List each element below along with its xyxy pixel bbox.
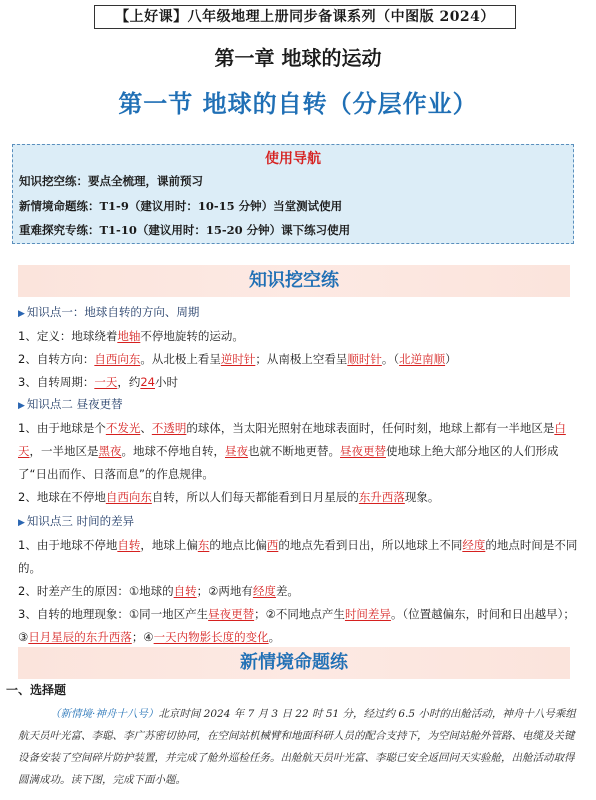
usage-guide-box [12,144,574,244]
guide-line-2: 新情境命题练：T1-9（建议用时：10-15 分钟）当堂测试使用 [19,198,343,213]
answer: 经度 [462,538,486,552]
guide-line-1: 知识挖空练：要点全梳理，课前预习 [19,174,203,188]
answer: 东 [197,538,210,552]
answer: 昼夜更替 [208,607,255,621]
answer: 黑夜 [98,444,122,458]
answer: 自转 [173,584,197,598]
guide-line-3: 重难探究专练：T1-10（建议用时：15-20 分钟）课下练习使用 [19,223,351,237]
question-stem: （新情境·神舟十八号）北京时间 2024 年 7 月 3 日 22 时 51 分，经过约 6.5 小时的出舱活动，神舟十八号乘组航天员叶光富、李聪、李广苏密切协同，在空间站机械臂和地面科研人员的配合支持下，为空间站舱外管路、电缆及关键设备安装了空间碎片防护装置，并完成了舱外巡检任务。出舱航天员叶光富、李聪已安全返回问天实验舱，出舱活动取得圆满成功。读下图，完成下面小题。 [18,708,576,786]
banner-new-scenario: 新情境命题练 [18,647,570,679]
kp2-paragraph-2: 2、地球在不停地自西向东自转，所以人们每天都能看到日月星辰的东升西落现象。 [18,490,440,504]
triangle-icon: ▶ [18,309,25,319]
knowledge-point-2 [18,393,578,509]
answer: 昼夜 [225,444,248,458]
kp3-paragraph-1: 1、由于地球不停地自转，地球上偏东的地点比偏西的地点先看到日出，所以地球上不同经度的地点时间是不同的。 [18,538,578,575]
triangle-icon: ▶ [18,518,25,528]
answer: 地轴 [117,329,141,343]
answer: 24 [140,375,155,389]
answer: 时间差异 [344,607,391,621]
kp2-heading: ▶ 知识点二 昼夜更替 [18,397,123,411]
answer: 自西向东 [94,352,141,366]
section-title: 第一节 地球的自转（分层作业） [118,90,478,118]
knowledge-point-1 [18,301,578,394]
knowledge-point-3 [18,510,578,649]
answer: 一天内物影长度的变化 [153,630,269,644]
answer: 自转 [117,538,141,552]
kp3-heading: ▶ 知识点三 时间的差异 [18,514,135,528]
answer: 经度 [252,584,276,598]
answer: 白天 [18,421,566,458]
answer: 东升西落 [358,490,405,504]
triangle-icon: ▶ [18,401,25,411]
kp3-paragraph-3: 3、自转的地理现象：①同一地区产生昼夜更替；②不同地点产生时间差异。（位置越偏东，时间和日出越早）；③日月星辰的东升西落；④一天内物影长度的变化。 [18,607,575,644]
guide-heading: 使用导航 [265,151,321,167]
kp1-definition: 1、定义：地球绕着地轴不停地旋转的运动。 [18,329,244,343]
answer: 不透明 [151,421,187,435]
answer: 不发光 [105,421,141,435]
answer: 昼夜更替 [340,444,386,458]
scenario-tag: （新情境·神舟十八号） [50,708,159,720]
kp2-paragraph-1: 1、由于地球是个不发光、不透明的球体，当太阳光照射在地球表面时，任何时刻，地球上都有一半地区是白天，一半地区是黑夜。地球不停地自转，昼夜也就不断地更替。昼夜更替使地球上绝大部分地区的人们形成了“日出而作、日落而息”的作息规律。 [18,421,566,481]
kp1-period: 3、自转周期：一天，约24小时 [18,375,178,389]
answer: 北逆南顺 [399,352,446,366]
kp1-heading: ▶ 知识点一：地球自转的方向、周期 [18,305,200,319]
kp3-paragraph-2: 2、时差产生的原因：①地球的自转；②两地有经度差。 [18,584,299,598]
questions-heading: 一、选择题 [6,683,67,697]
banner-knowledge-fill: 知识挖空练 [18,265,570,297]
chapter-title: 第一章 地球的运动 [214,46,382,70]
answer: 自西向东 [105,490,152,504]
kp1-direction: 2、自转方向：自西向东。从北极上看呈逆时针；从南极上空看呈顺时针。（北逆南顺） [18,352,457,366]
series-title: 【上好课】八年级地理上册同步备课系列（中图版 2024） [94,5,516,29]
answer: 西 [266,538,279,552]
answer: 日月星辰的东升西落 [28,630,132,644]
answer: 顺时针 [347,352,382,366]
answer: 一天 [94,375,118,389]
answer: 逆时针 [220,352,256,366]
